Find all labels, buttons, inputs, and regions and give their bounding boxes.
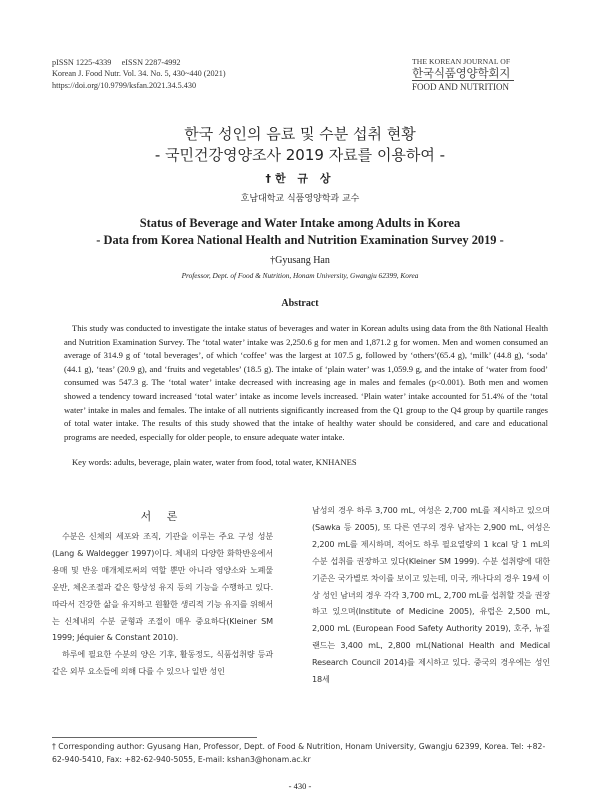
page-number: - 430 - xyxy=(288,781,312,791)
journal-masthead xyxy=(412,57,542,92)
english-title-line2: - Data from Korea National Health and Nutrition Examination Survey 2019 - xyxy=(96,233,504,247)
section-heading-introduction: 서 론 xyxy=(140,510,184,523)
korean-author: †한 규 상 xyxy=(265,172,335,185)
korean-affiliation: 호남대학교 식품영양학과 교수 xyxy=(240,194,360,204)
korean-title-line1: 한국 성인의 음료 및 수분 섭취 현황 xyxy=(184,125,416,143)
abstract-heading: Abstract xyxy=(281,298,319,309)
english-title-line1: Status of Beverage and Water Intake among Adults in Korea xyxy=(139,216,461,230)
journal-name-en-top: THE KOREAN JOURNAL OF xyxy=(412,57,511,66)
english-affiliation: Professor, Dept. of Food & Nutrition, Honam University, Gwangju 62399, Korea xyxy=(181,271,419,280)
intro-paragraph-1: 수분은 신체의 세포와 조직, 기관을 이루는 주요 구성 성분(Lang & Waldegger 1997)이다. 체내의 다양한 화학반응에서 용매 및 반응 매개체로써의 역할 뿐만 아니라 영양소와 노폐물 운반, 체온조절과 같은 항상성 유지 등의 기능을 수행하고 있다. 따라서 건강한 삶을 유지하고 원활한 생리적 기능 유지를 위해서는 신체내의 수분 균형과 조절이 매우 중요하다(Kleiner SM 1999; Jéquier & Constant 2010). xyxy=(52,531,273,643)
korean-title-line2: - 국민건강영양조사 2019 자료를 이용하여 - xyxy=(154,146,446,164)
intro-paragraph-continued: 남성의 경우 하루 3,700 mL, 여성은 2,700 mL를 제시하고 있으며(Sawka 등 2005), 또 다른 연구의 경우 남자는 2,900 mL, 여성은 2,200 mL를 제시하며, 적어도 하루 필요열량의 1 kcal 당 1 mL의 수분 섭취를 권장하고 있다(Kleiner SM 1999). 수분 섭취량에 대한 기준은 국가별로 차이를 보이고 있는데, 미국, 캐나다의 경우 19세 이상 성인 남녀의 경우 각각 3,700 mL, 2,700 mL를 섭취할 것을 권장하고 있으며(Institute of Medicine 2005), 유럽은 2,500 mL, 2,000 mL (European Food Safety Authority 2019), 호주, 뉴질랜드는 3,400 mL, 2,800 mL(National Health and Medical Research Council 2014)를 제시하고 있다. 중국의 경우에는 성인 18세 xyxy=(312,505,550,685)
left-column xyxy=(52,528,273,680)
keywords: Key words: adults, beverage, plain water, water from food, total water, KNHANES xyxy=(72,457,357,467)
korean-title xyxy=(0,124,600,166)
pissn: pISSN 1225-4339 xyxy=(52,58,112,67)
journal-name-en-bottom: FOOD AND NUTRITION xyxy=(412,80,514,92)
english-author: †Gyusang Han xyxy=(270,255,330,266)
english-title xyxy=(0,215,600,249)
journal-name-ko: 한국식품영양학회지 xyxy=(412,66,511,80)
abstract-body xyxy=(64,322,548,444)
citation-block xyxy=(52,57,226,91)
doi-link[interactable]: https://doi.org/10.9799/ksfan.2021.34.5.430 xyxy=(52,80,197,90)
intro-paragraph-2: 하루에 필요한 수분의 양은 기후, 활동정도, 식품섭취량 등과 같은 외부 요소들에 의해 다를 수 있으나 일반 성인 xyxy=(52,649,273,677)
corresponding-author-footnote: † Corresponding author: Gyusang Han, Professor, Dept. of Food & Nutrition, Honam University, Gwangju 62399, Korea. Tel: +82-62-940-5410, Fax: +82-62-940-5055, E-mail: kshan3@honam.ac.kr xyxy=(52,742,546,764)
right-column xyxy=(312,502,550,688)
journal-citation: Korean J. Food Nutr. Vol. 34. No. 5, 430~440 (2021) xyxy=(52,69,226,79)
eissn: eISSN 2287-4992 xyxy=(121,58,181,67)
abstract-paragraph: This study was conducted to investigate the intake status of beverages and water in Korean adults using data from the 8th National Health and Nutrition Examination Survey. The ‘total water’ intake was 2,250.6 g for men and 1,871.2 g for women. Men and women consumed an average of 314.9 g of ‘total beverages’, of which ‘coffee’ was the largest at 107.5 g, followed by ‘others’(65.4 g), ‘milk’ (44.8 g), ‘soda’ (44.1 g), ‘teas’ (20.9 g), and ‘fruits and vegetables’ (18.5 g). The intake of ‘plain water’ was 1,059.9 g, and the intake of ‘water from food’ consumed was 547.3 g. The ‘total water’ intake decreased with increasing age in males and females (p<0.001). Both men and women showed a tendency toward increased ‘total water’ intake as income levels increased. ‘Plain water’ intake accounted for 51.4% of the ‘total water’ intake in males and females. The intake of all nutrients significantly increased from the Q1 group to the Q4 group by quartile ranges of total water intake. The results of this study showed that the intake of healthy water should be considered, and care and educational programs are needed, especially for older people, to ensure adequate water intake. xyxy=(64,323,548,442)
footnote-divider xyxy=(52,737,257,738)
